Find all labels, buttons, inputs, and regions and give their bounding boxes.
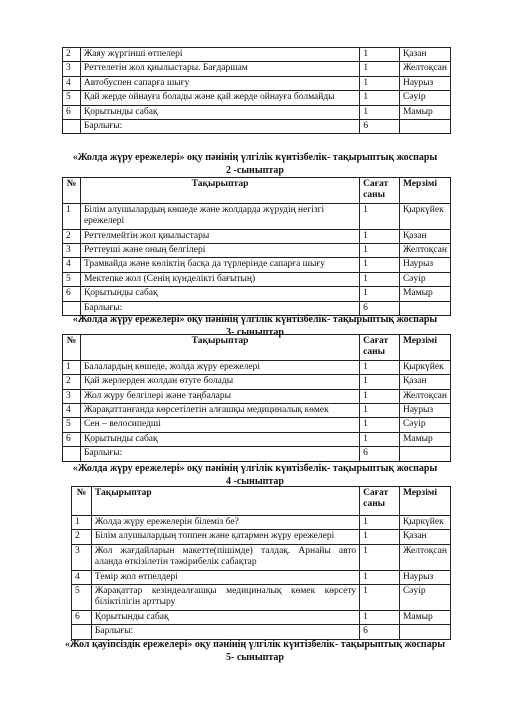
table-row [72, 610, 451, 624]
table-row [63, 403, 451, 417]
row-number: 2 [63, 229, 81, 243]
table-row [63, 375, 451, 389]
table-row [63, 389, 451, 403]
row-number: 4 [63, 258, 81, 272]
row-hours: 1 [360, 610, 400, 624]
table-row [63, 48, 451, 62]
row-hours: 1 [360, 530, 400, 544]
row-hours: 1 [360, 243, 400, 257]
row-month: Қыркүйек [399, 360, 450, 374]
table-row [63, 360, 451, 374]
row-month: Қыркүйек [399, 203, 450, 229]
row-topic: Қай жерлерден жолдан өтуге болады [80, 375, 359, 389]
row-hours: 1 [360, 203, 400, 229]
row-month: Наурыз [399, 403, 450, 417]
table-row [72, 544, 451, 570]
header-number: № [63, 178, 81, 204]
table-row [63, 76, 451, 90]
table-row [63, 105, 451, 119]
header-hours: Сағат саны [360, 487, 400, 516]
row-month: Мамыр [399, 610, 450, 624]
header-month: Мерзімі [399, 335, 450, 361]
row-topic: Жол жүру белгілері және таңбалары [80, 389, 359, 403]
row-hours: 1 [360, 403, 400, 417]
plan-title: «Жолда жүру ережелері» оқу пәнінің үлгілік күнтізбелік- тақырыптық жоспары [72, 152, 438, 163]
row-topic: Реттеуші және оның белгілері [80, 243, 359, 257]
table-grade2 [62, 177, 451, 316]
row-topic: Автобуспен сапарға шығу [80, 76, 359, 90]
plan-title: «Жолда жүру ережелері» оқу пәнінің үлгілік күнтізбелік- тақырыптық жоспары [72, 314, 438, 325]
row-topic: Қай жерде ойнауға болады және қай жерде ойнауға болмайды [80, 91, 359, 105]
row-topic: Жолда жүру ережелерін білеміз бе? [91, 516, 359, 530]
grade-label: 4 -сыныптар [225, 475, 284, 487]
row-month: Наурыз [399, 570, 450, 584]
row-number: 4 [63, 76, 81, 90]
section-title-grade5 [60, 639, 450, 664]
row-number: 3 [63, 243, 81, 257]
header-hours: Сағат саны [360, 178, 400, 204]
header-topic: Тақырыптар [80, 335, 359, 361]
total-hours: 6 [360, 301, 400, 315]
row-number: 3 [63, 62, 81, 76]
row-hours: 1 [360, 229, 400, 243]
row-number: 1 [63, 203, 81, 229]
table-row [63, 258, 451, 272]
row-month: Желтоқсан [399, 243, 450, 257]
row-hours: 1 [360, 62, 400, 76]
row-month: Қазан [399, 229, 450, 243]
row-topic: Қорытынды сабақ [80, 287, 359, 301]
section-title-grade2 [60, 152, 450, 177]
row-month: Сәуір [399, 91, 450, 105]
row-hours: 1 [360, 76, 400, 90]
total-hours: 6 [360, 447, 400, 461]
total-label: Барлығы: [80, 119, 359, 133]
table-row [63, 229, 451, 243]
row-hours: 1 [360, 48, 400, 62]
row-month: Мамыр [399, 105, 450, 119]
row-number: 6 [72, 610, 92, 624]
row-month: Сәуір [399, 418, 450, 432]
row-month: Қазан [399, 48, 450, 62]
table-grade3 [62, 334, 451, 462]
row-number: 5 [63, 272, 81, 286]
row-topic: Жарақаттанғанда көрсетілетін алғашқы медициналық көмек [80, 403, 359, 417]
grade-label: 5- сыныптар [225, 651, 284, 663]
table-total-row [63, 447, 451, 461]
plan-title: «Жолда жүру ережелері» оқу пәнінің үлгілік күнтізбелік- тақырыптық жоспары [72, 463, 438, 474]
row-number: 6 [63, 432, 81, 446]
row-number: 3 [72, 544, 92, 570]
row-topic: Жарақаттар кезіндеалғашқы медициналық көмек көрсету біліктілігін арттыру [91, 584, 359, 610]
header-number: № [72, 487, 92, 516]
row-number: 2 [63, 375, 81, 389]
row-number: 6 [63, 105, 81, 119]
table-grade4 [71, 486, 451, 640]
table-row [72, 530, 451, 544]
header-number: № [63, 335, 81, 361]
row-hours: 1 [360, 516, 400, 530]
table-row [63, 203, 451, 229]
table-grade1-continued [62, 47, 451, 134]
row-month: Сәуір [399, 272, 450, 286]
row-number: 5 [63, 91, 81, 105]
table-header-row [72, 487, 451, 516]
row-month: Қазан [399, 530, 450, 544]
row-hours: 1 [360, 287, 400, 301]
table-row [63, 62, 451, 76]
row-topic: Реттелмейтін жол қиылыстары [80, 229, 359, 243]
header-topic: Тақырыптар [80, 178, 359, 204]
table-header-row [63, 335, 451, 361]
row-number: 6 [63, 287, 81, 301]
row-topic: Темір жол өтпелдері [91, 570, 359, 584]
row-month: Наурыз [399, 76, 450, 90]
row-number: 2 [72, 530, 92, 544]
total-hours: 6 [360, 625, 400, 639]
grade-label: 3- сыныптар [225, 326, 284, 338]
row-hours: 1 [360, 105, 400, 119]
row-number: 4 [72, 570, 92, 584]
row-topic: Қорытынды сабақ [91, 610, 359, 624]
row-hours: 1 [360, 432, 400, 446]
table-row [72, 516, 451, 530]
table-row [63, 287, 451, 301]
row-number: 1 [63, 360, 81, 374]
plan-title: «Жол қауіпсіздік ережелері» оқу пәнінің үлгілік күнтізбелік- тақырыптық жоспары [64, 639, 446, 650]
row-topic: Жаяу жүргінші өтпелері [80, 48, 359, 62]
table-total-row [72, 625, 451, 639]
row-number: 1 [72, 516, 92, 530]
table-row [72, 570, 451, 584]
section-title-grade4 [60, 463, 450, 488]
header-topic: Тақырыптар [91, 487, 359, 516]
row-hours: 1 [360, 360, 400, 374]
total-label: Барлығы: [91, 625, 359, 639]
row-topic: Жол жағдайларын макетте(пішімде) талдақ. Арнайы авто аланда өткізілетін тәжірибелік сабақтар [91, 544, 359, 570]
row-topic: Білім алушылардың топпен және қатармен жүру ережелері [91, 530, 359, 544]
table-row [63, 91, 451, 105]
row-hours: 1 [360, 570, 400, 584]
row-hours: 1 [360, 375, 400, 389]
row-hours: 1 [360, 418, 400, 432]
row-topic: Қорытынды сабақ [80, 105, 359, 119]
row-month: Сәуір [399, 584, 450, 610]
row-hours: 1 [360, 272, 400, 286]
row-topic: Білім алушылардың көшеде және жолдарда жүрудің негізгі ережелері [80, 203, 359, 229]
row-month: Мамыр [399, 432, 450, 446]
table-row [63, 243, 451, 257]
row-month: Қыркүйек [399, 516, 450, 530]
row-hours: 1 [360, 544, 400, 570]
grade-label: 2 -сыныптар [225, 164, 284, 176]
row-topic: Қорытынды сабақ [80, 432, 359, 446]
total-label: Барлығы: [80, 301, 359, 315]
row-hours: 1 [360, 258, 400, 272]
row-number: 4 [63, 403, 81, 417]
row-number: 2 [63, 48, 81, 62]
table-header-row [63, 178, 451, 204]
row-topic: Трамвайда және көліктің басқа да түрлерінде сапарға шығу [80, 258, 359, 272]
table-row [63, 272, 451, 286]
row-number: 3 [63, 389, 81, 403]
table-row [72, 584, 451, 610]
row-month: Желтоқсан [399, 544, 450, 570]
row-topic: Мектепке жол (Сенің күнделікті бағытың) [80, 272, 359, 286]
total-hours: 6 [360, 119, 400, 133]
header-hours: Сағат саны [360, 335, 400, 361]
row-topic: Сен – велосипедші [80, 418, 359, 432]
row-topic: Реттелетін жол қиылыстары. Бағдаршам [80, 62, 359, 76]
header-month: Мерзімі [399, 487, 450, 516]
row-topic: Балалардың көшеде, жолда жүру ережелері [80, 360, 359, 374]
row-month: Наурыз [399, 258, 450, 272]
row-number: 5 [63, 418, 81, 432]
row-hours: 1 [360, 584, 400, 610]
row-hours: 1 [360, 91, 400, 105]
total-label: Барлығы: [80, 447, 359, 461]
row-month: Мамыр [399, 287, 450, 301]
table-total-row [63, 119, 451, 133]
row-month: Желтоқсан [399, 389, 450, 403]
row-hours: 1 [360, 389, 400, 403]
row-month: Қазан [399, 375, 450, 389]
table-row [63, 432, 451, 446]
row-month: Желтоқсан [399, 62, 450, 76]
header-month: Мерзімі [399, 178, 450, 204]
row-number: 5 [72, 584, 92, 610]
table-row [63, 418, 451, 432]
